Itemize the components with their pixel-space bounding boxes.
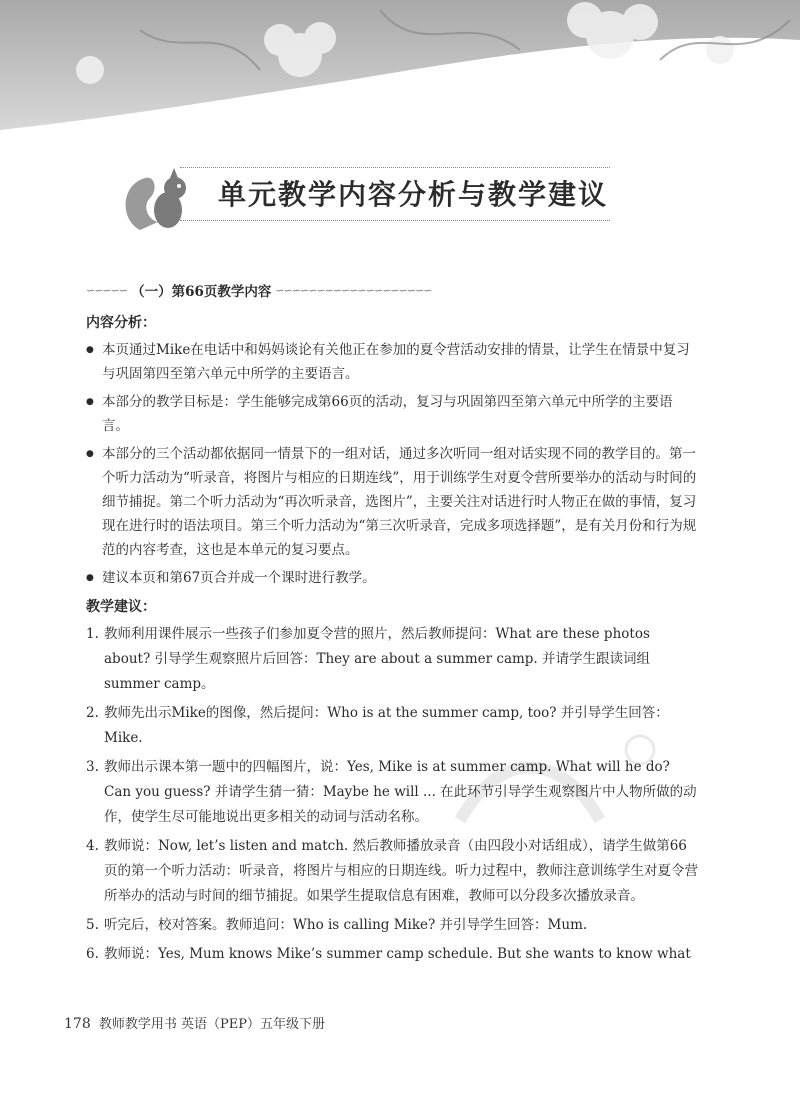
item-number: 5. xyxy=(86,917,99,933)
analysis-heading: 内容分析： xyxy=(86,315,156,331)
item-text: 教师说：Yes, Mum knows Mike’s summer camp schedule. But she wants to know what xyxy=(104,946,691,962)
list-item: ● 本部分的教学目标是：学生能够完成第66页的活动，复习与巩固第四至第六单元中所学的主要语言。 xyxy=(86,390,698,438)
item-text: 教师先出示Mike的图像，然后提问：Who is at the summer camp, too? 并引导学生回答：Mike. xyxy=(104,705,669,746)
item-number: 3. xyxy=(86,759,99,775)
item-number: 6. xyxy=(86,946,99,962)
unit-heading xyxy=(120,155,620,245)
item-text: 教师说：Now, let’s listen and match. 然后教师播放录音（由四段小对话组成），请学生做第66页的第一个听力活动：听录音，将图片与相应的日期连线。听力过程中，教师注意训练学生对夏令营所举办的活动与时间的细节捕捉。如果学生提取信息有困难，教师可以分段多次播放录音。 xyxy=(104,838,698,904)
wave-divider-left: ∽∽∽∽∽ xyxy=(86,283,128,297)
list-item: ● 建议本页和第67页合并成一个课时进行教学。 xyxy=(86,566,698,590)
section-title xyxy=(86,280,698,300)
item-text: 教师出示课本第一题中的四幅图片，说：Yes, Mike is at summer camp. What will he do? Can you guess? 并请学生猜一猜：Maybe he will ... 在此环节引导学生观察图片中人物所做的动作，使学生尽可能地说出更多相关的动词与活动名称。 xyxy=(104,759,697,825)
item-text: 听完后，校对答案。教师追问：Who is calling Mike? 并引导学生回答：Mum. xyxy=(104,917,588,933)
item-number: 2. xyxy=(86,705,99,721)
wave-divider-right: ∽∽∽∽∽∽∽∽∽∽∽∽∽∽∽∽∽∽∽ xyxy=(275,283,432,297)
page-title: 单元教学内容分析与教学建议 xyxy=(218,178,609,211)
publisher-watermark xyxy=(440,710,700,850)
page-number: 178 xyxy=(64,1016,91,1032)
item-number: 1. xyxy=(86,626,99,642)
item-text: 教师利用课件展示一些孩子们参加夏令营的照片，然后教师提问：What are these photos about? 引导学生观察照片后回答：They are about a summer camp. 并请学生跟读词组summer camp。 xyxy=(104,626,651,692)
section-title-text: （一）第66页教学内容 xyxy=(131,284,272,300)
suggestion-heading: 教学建议： xyxy=(86,599,156,615)
page-footer xyxy=(64,1013,325,1032)
list-item xyxy=(86,622,698,697)
squirrel-icon xyxy=(120,160,200,244)
floral-banner xyxy=(0,0,800,140)
analysis-list xyxy=(86,338,698,590)
item-number: 4. xyxy=(86,838,99,854)
heading-rule-bottom xyxy=(180,220,610,221)
book-title: 教师教学用书 英语（PEP）五年级下册 xyxy=(98,1017,325,1032)
list-item xyxy=(86,913,698,938)
list-item: ● 本部分的三个活动都依据同一情景下的一组对话，通过多次听同一组对话实现不同的教学目的。第一个听力活动为“听录音，将图片与相应的日期连线”，用于训练学生对夏令营所要举办的活动与时间的细节捕捉。第二个听力活动为“再次听录音，选图片”，主要关注对话进行时人物正在做的事情，复习现在进行时的语法项目。第三个听力活动为“第三次听录音，完成多项选择题”，是有关月份和行为规范的内容考查，这也是本单元的复习要点。 xyxy=(86,442,698,562)
list-item: ● 本页通过Mike在电话中和妈妈谈论有关他正在参加的夏令营活动安排的情景，让学生在情景中复习与巩固第四至第六单元中所学的主要语言。 xyxy=(86,338,698,386)
main-content xyxy=(86,280,698,971)
heading-rule-top xyxy=(180,167,610,168)
list-item xyxy=(86,942,698,967)
